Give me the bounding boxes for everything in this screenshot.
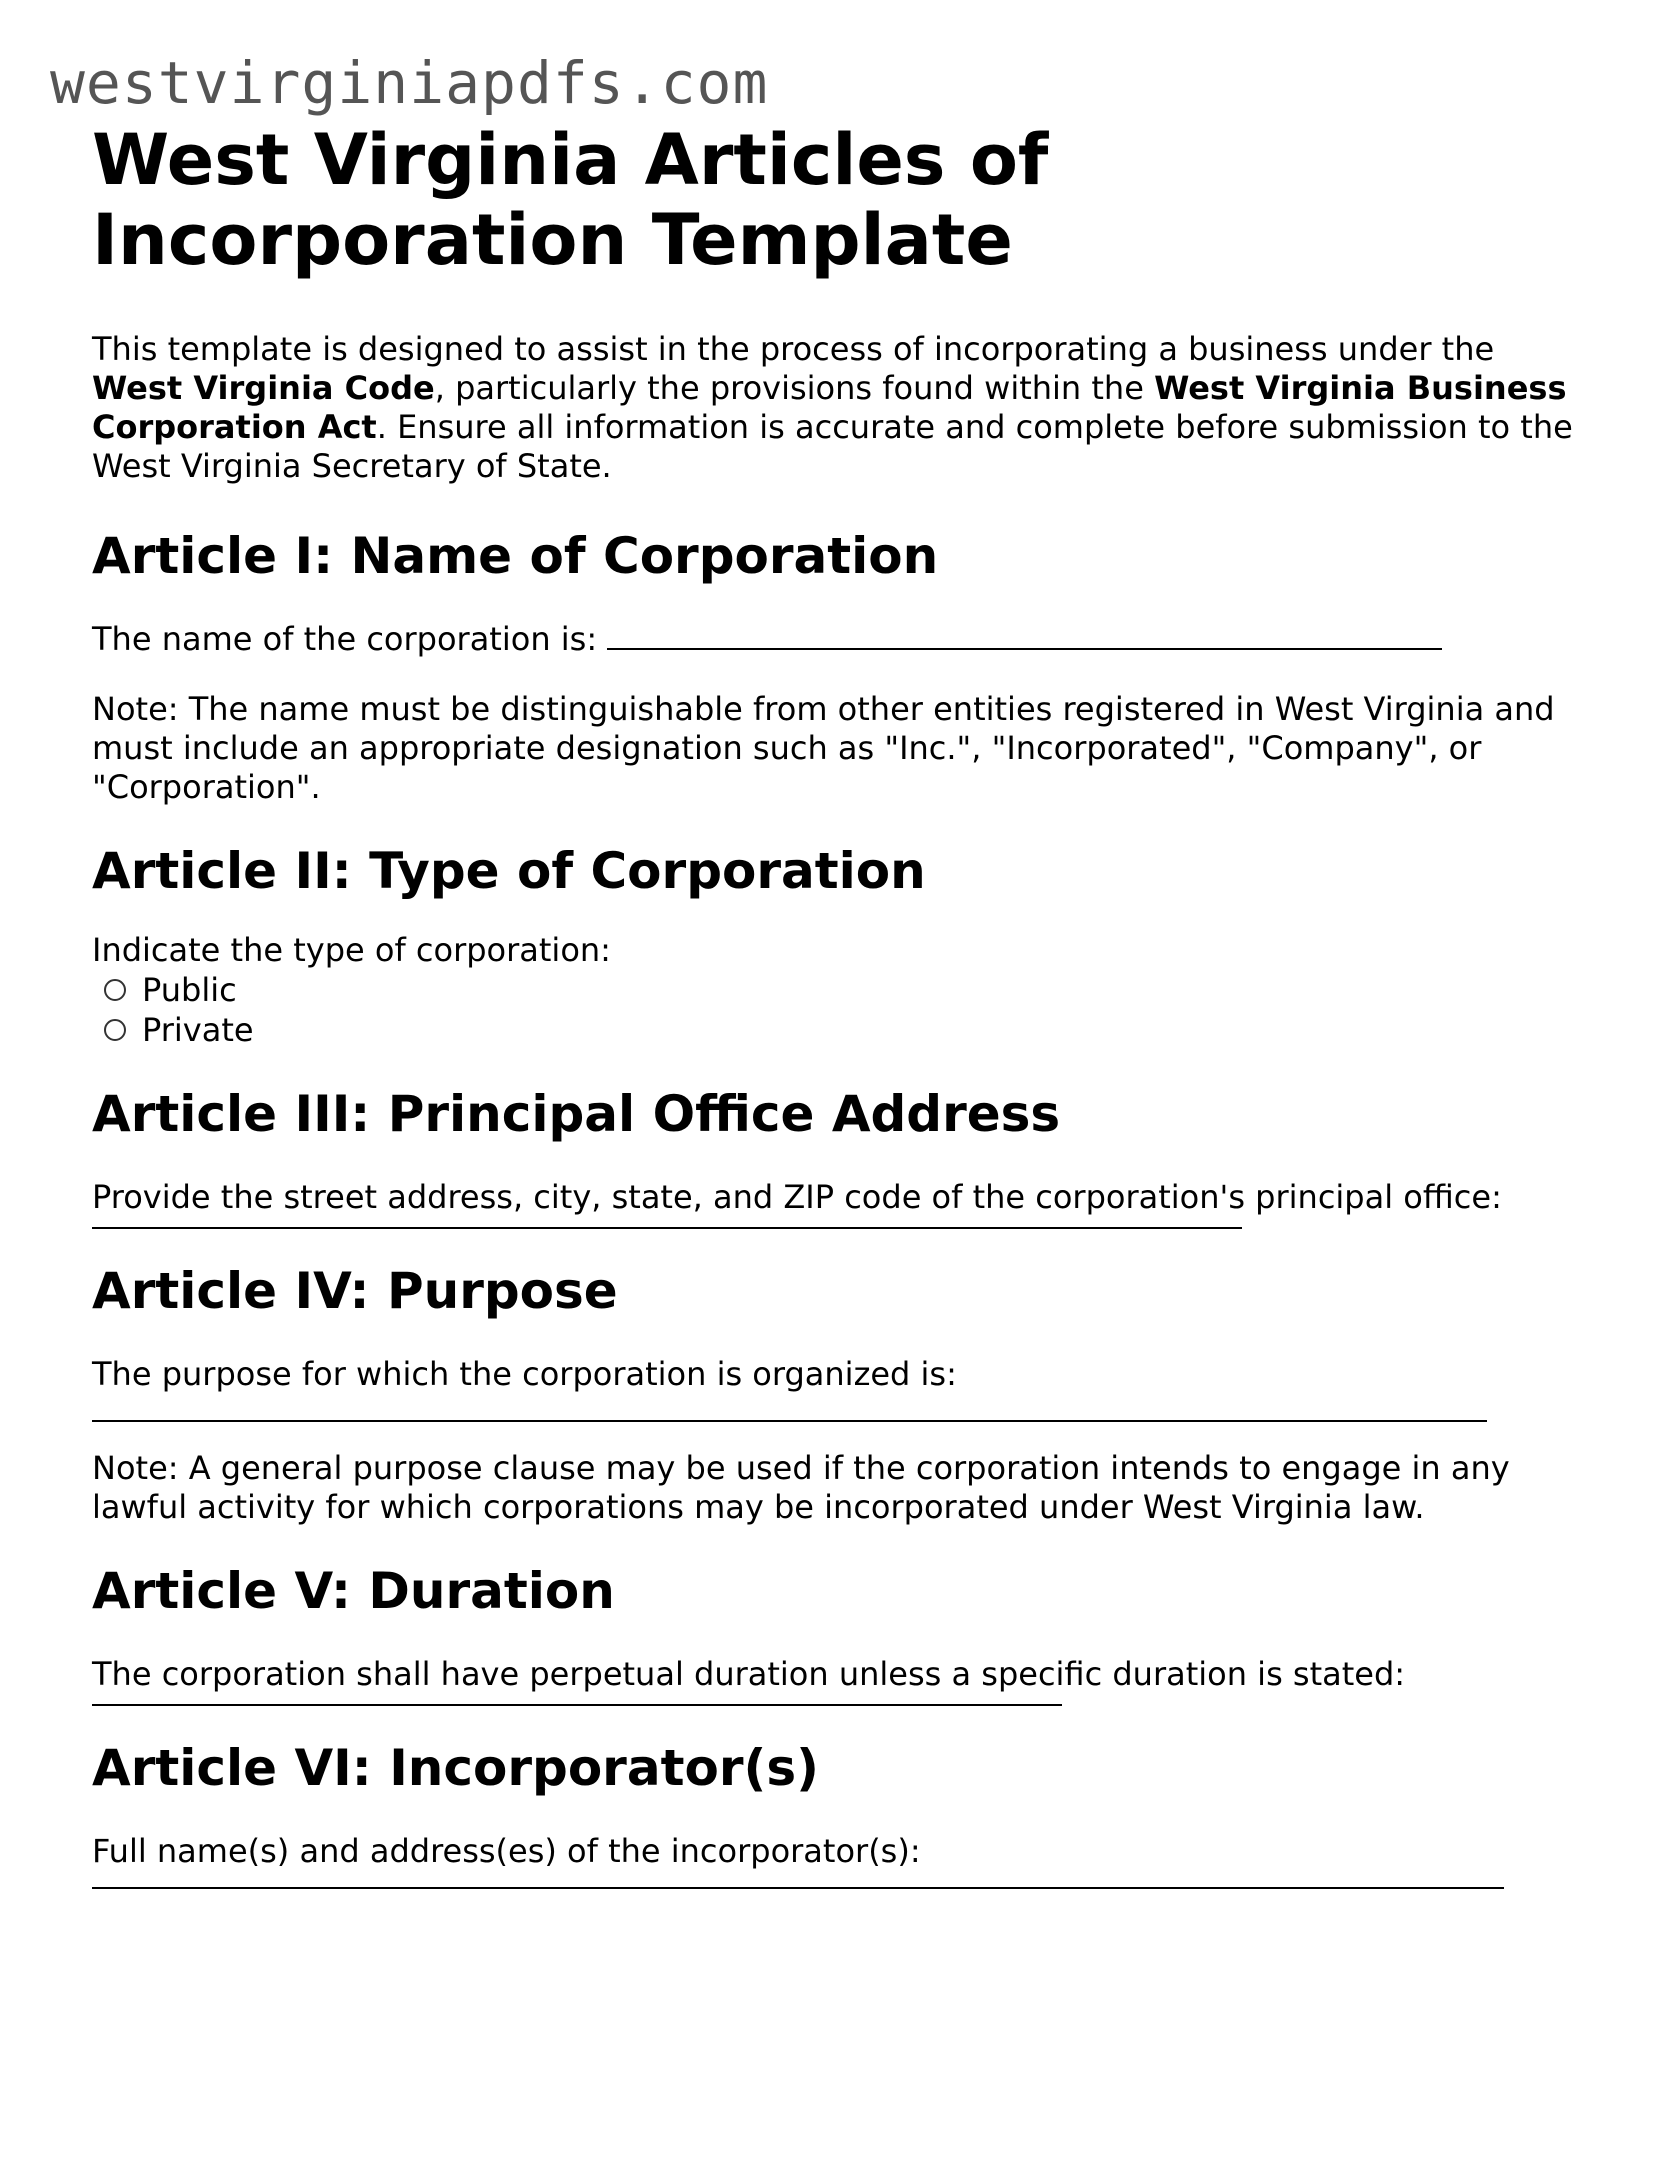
article-6-heading: Article VI: Incorporator(s) xyxy=(92,1739,819,1797)
article-1-note: Note: The name must be distinguishable from other entities registered in West Virginia and must include an appropriate designation such as "Inc.", "Incorporated", "Company", or "Corporation". xyxy=(92,690,1555,806)
article-3-heading: Article III: Principal Office Address xyxy=(92,1085,1061,1143)
article-2-heading: Article II: Type of Corporation xyxy=(92,842,926,900)
article-5-heading: Article V: Duration xyxy=(92,1562,615,1620)
article-1-label: The name of the corporation is: xyxy=(92,620,598,658)
intro-text-1: This template is designed to assist in the process of incorporating a business under the xyxy=(92,330,1495,368)
purpose-blank[interactable] xyxy=(92,1420,1487,1422)
radio-label-public: Public xyxy=(142,971,237,1009)
intro-text-2: , particularly the provisions found within the xyxy=(434,369,1155,407)
intro-text-3: . Ensure all information is accurate and complete before submission to the West Virginia Secretary of State. xyxy=(92,408,1573,485)
article-5-label: The corporation shall have perpetual duration unless a specific duration is stated: xyxy=(92,1655,1406,1693)
article-4-heading: Article IV: Purpose xyxy=(92,1262,618,1320)
document-body xyxy=(92,120,1592,1889)
radio-label-private: Private xyxy=(142,1011,254,1049)
radio-circle-icon[interactable] xyxy=(104,1019,126,1041)
article-4-label: The purpose for which the corporation is organized is: xyxy=(92,1355,957,1393)
radio-circle-icon[interactable] xyxy=(104,979,126,1001)
intro-bold-wv-code: West Virginia Code xyxy=(92,369,435,407)
document-title: West Virginia Articles of Incorporation Template xyxy=(92,119,1049,281)
principal-office-blank[interactable] xyxy=(92,1227,1242,1229)
article-4-note: Note: A general purpose clause may be used if the corporation intends to engage in any lawful activity for which corporations may be incorporated under West Virginia law. xyxy=(92,1449,1510,1526)
corporation-name-blank[interactable] xyxy=(607,620,1442,650)
article-2-label: Indicate the type of corporation: xyxy=(92,931,611,969)
incorporators-blank[interactable] xyxy=(92,1887,1504,1889)
duration-blank[interactable] xyxy=(92,1704,1062,1706)
article-1-heading: Article I: Name of Corporation xyxy=(92,527,939,585)
article-1-field xyxy=(92,620,1592,659)
radio-option-private[interactable] xyxy=(104,1010,1592,1050)
article-6-label: Full name(s) and address(es) of the incorporator(s): xyxy=(92,1832,921,1870)
article-3-label: Provide the street address, city, state, and ZIP code of the corporation's principal office: xyxy=(92,1178,1502,1216)
intro-paragraph xyxy=(92,330,1592,486)
radio-option-public[interactable] xyxy=(104,970,1592,1010)
intro-bold-business-act: West Virginia Business Corporation Act xyxy=(92,369,1567,446)
watermark: westvirginiapdfs.com xyxy=(50,49,769,117)
